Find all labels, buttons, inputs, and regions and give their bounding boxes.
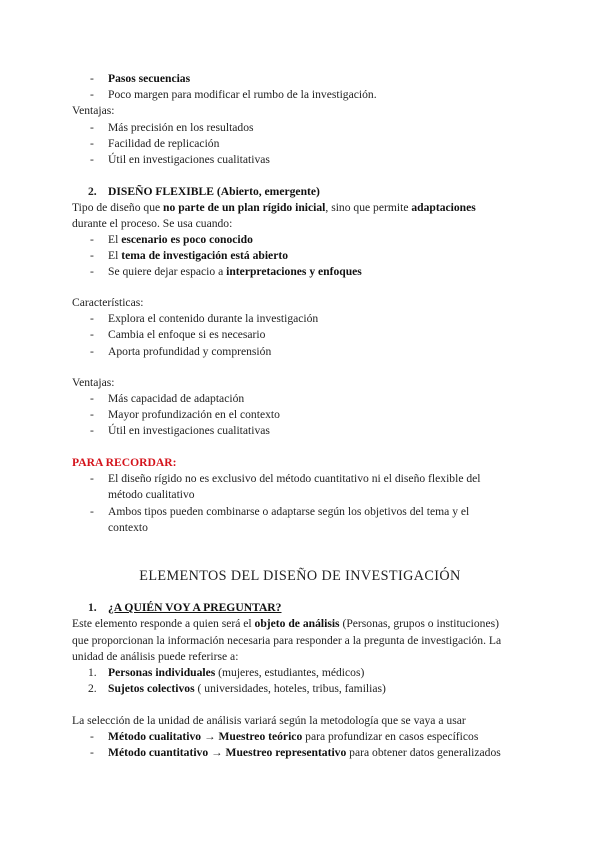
section-title: ELEMENTOS DEL DISEÑO DE INVESTIGACIÓN <box>139 568 461 584</box>
list-dash: - <box>90 392 94 405</box>
list-dash: - <box>90 505 94 518</box>
list-item-continuation: contexto <box>108 521 148 534</box>
paragraph-line: unidad de análisis puede referirse a: <box>72 650 239 663</box>
list-item: El diseño rígido no es exclusivo del método cuantitativo ni el diseño flexible del <box>108 472 481 485</box>
list-dash: - <box>90 345 94 358</box>
list-number: 2. <box>88 682 97 695</box>
paragraph-line: Tipo de diseño que no parte de un plan rígido inicial, sino que permite adaptaciones <box>72 201 476 214</box>
list-dash: - <box>90 328 94 341</box>
list-item: Facilidad de replicación <box>108 137 220 150</box>
list-dash: - <box>90 137 94 150</box>
list-item: Mayor profundización en el contexto <box>108 408 280 421</box>
list-dash: - <box>90 153 94 166</box>
list-dash: - <box>90 408 94 421</box>
list-dash: - <box>90 233 94 246</box>
list-dash: - <box>90 249 94 262</box>
list-item-continuation: método cualitativo <box>108 488 195 501</box>
section-number: 2. <box>88 185 97 198</box>
list-item: Método cualitativo → Muestreo teórico para profundizar en casos específicos <box>108 730 479 743</box>
section-number: 1. <box>88 601 97 614</box>
paragraph-line: La selección de la unidad de análisis variará según la metodología que se vaya a usar <box>72 714 466 727</box>
para-recordar-label: PARA RECORDAR: <box>72 456 177 469</box>
list-item: Se quiere dejar espacio a interpretaciones y enfoques <box>108 265 362 278</box>
list-dash: - <box>90 424 94 437</box>
list-dash: - <box>90 265 94 278</box>
list-item: Sujetos colectivos ( universidades, hoteles, tribus, familias) <box>108 682 386 695</box>
list-item: Cambia el enfoque si es necesario <box>108 328 266 341</box>
list-item: Útil en investigaciones cualitativas <box>108 424 270 437</box>
list-item: Más capacidad de adaptación <box>108 392 245 405</box>
list-item: Poco margen para modificar el rumbo de la investigación. <box>108 88 377 101</box>
list-item: El escenario es poco conocido <box>108 233 253 246</box>
list-dash: - <box>90 746 94 759</box>
list-dash: - <box>90 472 94 485</box>
paragraph-line: durante el proceso. Se usa cuando: <box>72 217 233 230</box>
list-item: Aporta profundidad y comprensión <box>108 345 272 358</box>
paragraph-line: que proporcionan la información necesaria para responder a la pregunta de investigación. La <box>72 634 502 647</box>
list-item: Más precisión en los resultados <box>108 121 254 134</box>
question-heading: ¿A QUIÉN VOY A PREGUNTAR? <box>108 601 282 614</box>
list-dash: - <box>90 72 94 85</box>
list-item: Personas individuales (mujeres, estudiantes, médicos) <box>108 666 365 679</box>
ventajas-label: Ventajas: <box>72 104 115 117</box>
paragraph-line: Este elemento responde a quien será el objeto de análisis (Personas, grupos o instituciones) <box>72 617 499 630</box>
section-heading: DISEÑO FLEXIBLE (Abierto, emergente) <box>108 185 320 198</box>
list-dash: - <box>90 121 94 134</box>
list-item: Explora el contenido durante la investigación <box>108 312 319 325</box>
ventajas-label: Ventajas: <box>72 376 115 389</box>
list-dash: - <box>90 312 94 325</box>
list-item: Ambos tipos pueden combinarse o adaptarse según los objetivos del tema y el <box>108 505 470 518</box>
caracteristicas-label: Características: <box>72 296 144 309</box>
list-item: Pasos secuencias <box>108 72 191 85</box>
list-dash: - <box>90 88 94 101</box>
list-item: El tema de investigación está abierto <box>108 249 288 262</box>
list-item: Útil en investigaciones cualitativas <box>108 153 270 166</box>
list-number: 1. <box>88 666 97 679</box>
list-dash: - <box>90 730 94 743</box>
list-item: Método cuantitativo → Muestreo representativo para obtener datos generalizados <box>108 746 501 759</box>
